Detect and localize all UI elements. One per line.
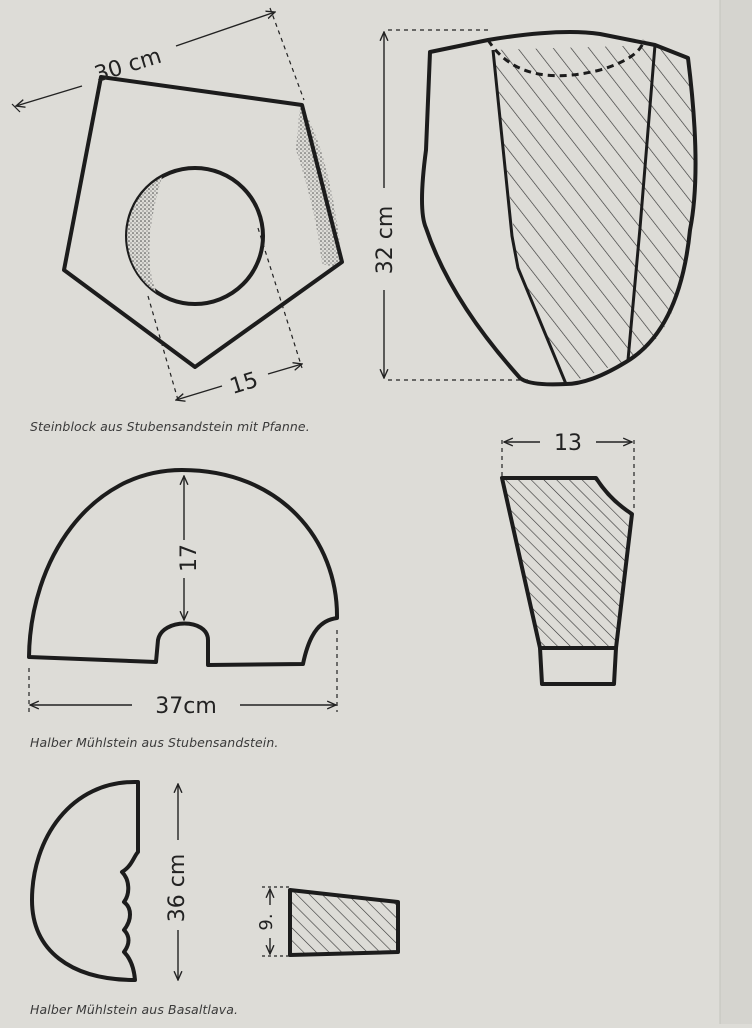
pan-shading bbox=[127, 177, 162, 292]
basalt-section bbox=[290, 890, 398, 955]
dim-30-ext-right bbox=[270, 8, 304, 100]
caption-steinblock: Steinblock aus Stubensandstein mit Pfanne. bbox=[30, 419, 310, 434]
dim-15-label: 15 bbox=[227, 367, 262, 400]
dim-15-arrow-left bbox=[176, 386, 222, 400]
figure-steinblock-side bbox=[373, 30, 696, 384]
dim-13-label: 13 bbox=[554, 431, 582, 456]
dim-30-label: 30 cm bbox=[91, 43, 165, 88]
basalt-outline bbox=[32, 782, 138, 980]
figure-muehlstein-basaltlava bbox=[32, 782, 398, 980]
dim-15-ext-left bbox=[148, 296, 178, 400]
page-edge bbox=[720, 0, 752, 1024]
section-base bbox=[540, 648, 616, 684]
dim-9-label: 9. bbox=[256, 913, 277, 931]
section-hatched bbox=[502, 478, 632, 648]
dim-30-arrow-left bbox=[16, 86, 82, 106]
dim-36-label: 36 cm bbox=[165, 853, 190, 923]
dim-17-label: 17 bbox=[177, 544, 202, 572]
dim-32-label: 32 cm bbox=[373, 205, 398, 275]
figure-section-13 bbox=[502, 431, 634, 684]
dim-15-arrow-right bbox=[268, 364, 302, 374]
figure-muehlstein-stubensandstein bbox=[29, 470, 337, 719]
figure-steinblock bbox=[12, 8, 342, 400]
caption-muehlstein-stubensandstein: Halber Mühlstein aus Stubensandstein. bbox=[30, 735, 279, 750]
dim-37-label: 37cm bbox=[155, 694, 217, 719]
dim-30-arrow-right bbox=[176, 12, 275, 46]
caption-muehlstein-basaltlava: Halber Mühlstein aus Basaltlava. bbox=[30, 1002, 239, 1017]
dim-15-ext-right bbox=[258, 228, 302, 368]
